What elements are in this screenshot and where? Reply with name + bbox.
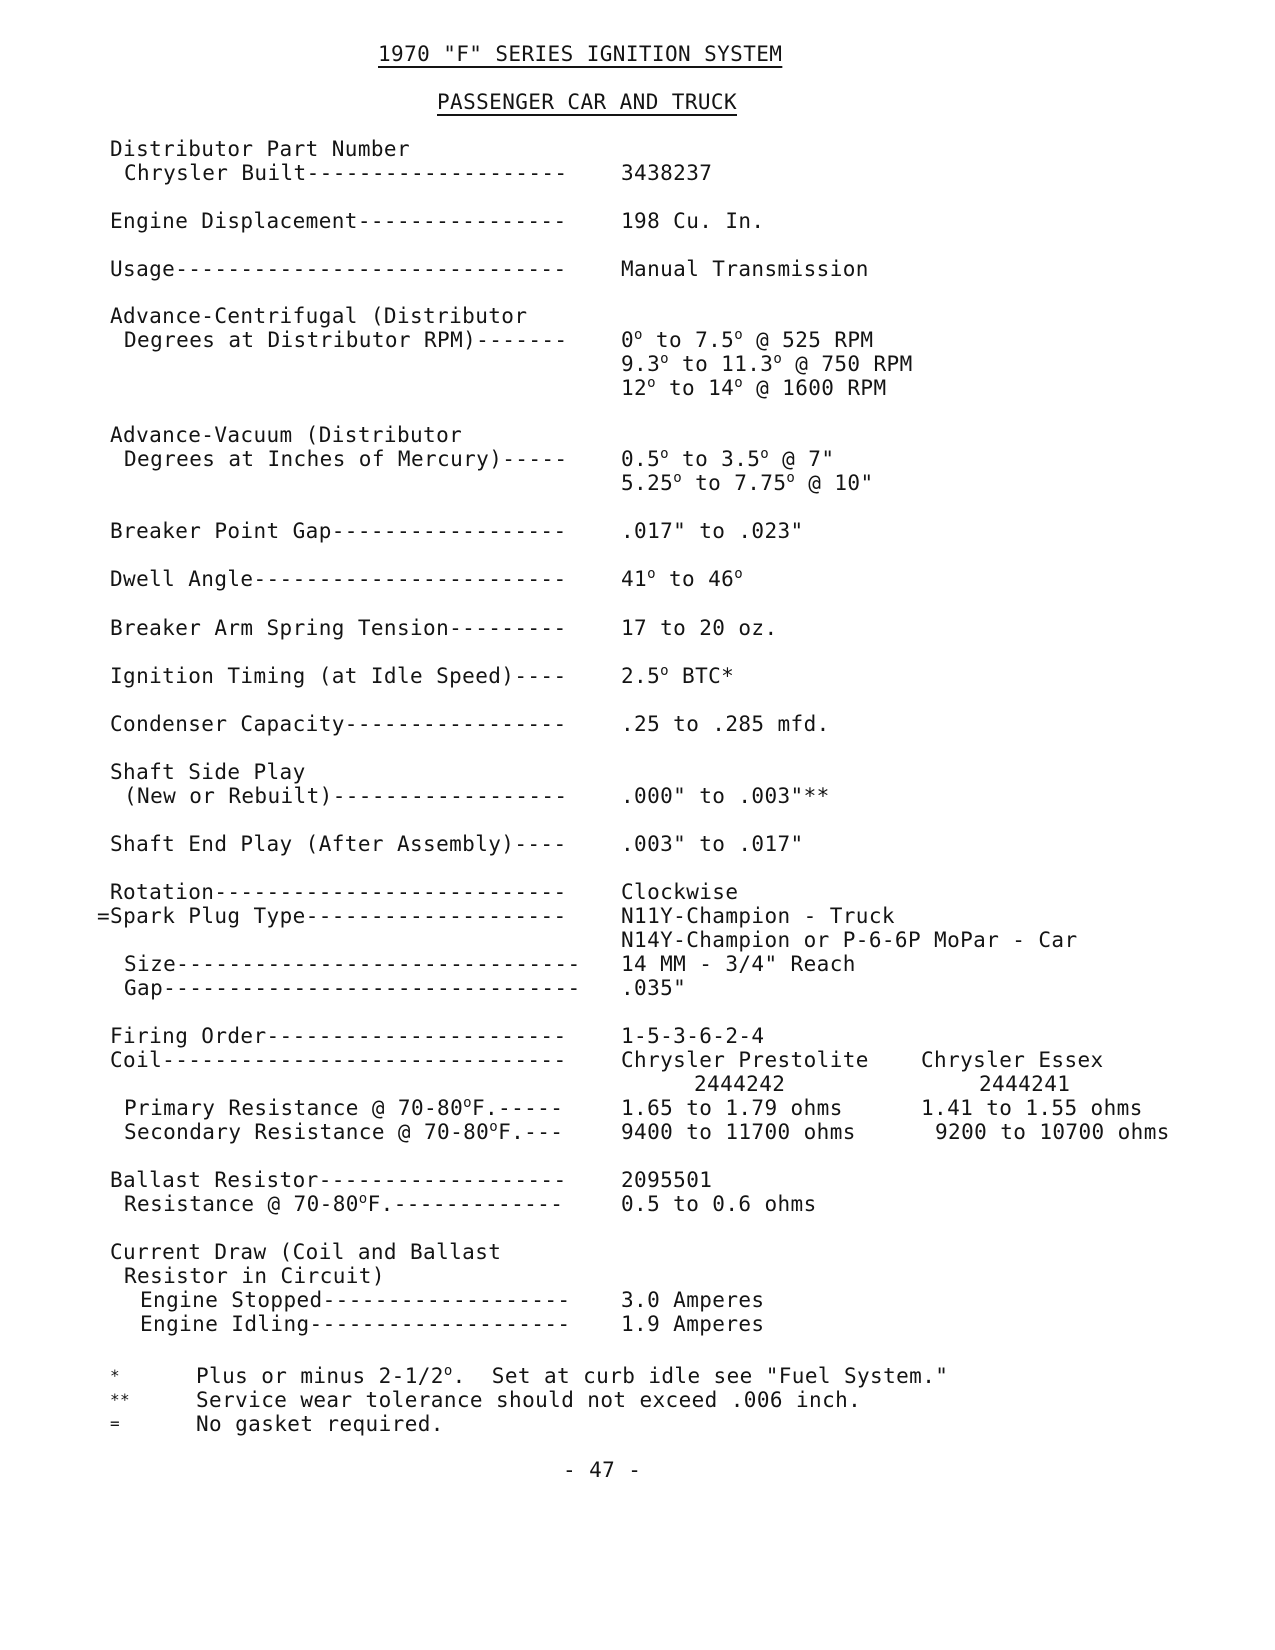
spec-label: Ignition Timing (at Idle Speed)---- — [110, 664, 567, 688]
spec-value: .000" to .003"** — [621, 784, 830, 808]
footnote-text: Plus or minus 2-1/2$^o$. Set at curb idle see "Fuel System." — [196, 1363, 949, 1388]
spec-label: Shaft Side Play — [110, 760, 306, 784]
spec-label: (New or Rebuilt)------------------ — [124, 784, 568, 808]
spec-value: N14Y-Champion or P-6-6P MoPar - Car — [621, 928, 1078, 952]
spec-value: .035" — [621, 976, 687, 1000]
spec-label: Degrees at Inches of Mercury)----- — [124, 447, 568, 471]
spec-value: 1.41 to 1.55 ohms — [921, 1096, 1143, 1120]
spec-value: 9200 to 10700 ohms — [935, 1120, 1170, 1144]
footnote-text: No gasket required. — [196, 1412, 444, 1436]
footnote-mark: * — [110, 1366, 121, 1385]
spec-label: =Spark Plug Type-------------------- — [97, 904, 567, 928]
spec-label: Current Draw (Coil and Ballast — [110, 1240, 502, 1264]
spec-label: Shaft End Play (After Assembly)---- — [110, 832, 567, 856]
spec-label: Distributor Part Number — [110, 137, 410, 161]
spec-label: Engine Idling-------------------- — [140, 1312, 571, 1336]
spec-label: Gap-------------------------------- — [124, 976, 581, 1000]
page-number: - 47 - — [563, 1458, 642, 1482]
spec-value: 3.0 Amperes — [621, 1288, 765, 1312]
spec-label: Dwell Angle------------------------ — [110, 567, 567, 591]
footnote-mark: = — [110, 1414, 121, 1433]
spec-label: Condenser Capacity----------------- — [110, 712, 567, 736]
spec-label: Engine Displacement---------------- — [110, 209, 567, 233]
spec-value: 12$^o$ to 14$^o$ @ 1600 RPM — [621, 375, 887, 400]
spec-value: 14 MM - 3/4" Reach — [621, 952, 856, 976]
spec-value: 1-5-3-6-2-4 — [621, 1024, 765, 1048]
spec-label: Resistor in Circuit) — [124, 1264, 385, 1288]
spec-label: Primary Resistance @ 70-80$^o$F.----- — [124, 1095, 564, 1120]
spec-value: 1.65 to 1.79 ohms — [621, 1096, 843, 1120]
spec-value: 9400 to 11700 ohms — [621, 1120, 856, 1144]
spec-label: Advance-Vacuum (Distributor — [110, 423, 463, 447]
spec-value: Manual Transmission — [621, 257, 869, 281]
spec-label: Coil------------------------------- — [110, 1048, 567, 1072]
page-subtitle: PASSENGER CAR AND TRUCK — [437, 90, 737, 114]
spec-value: .017" to .023" — [621, 519, 804, 543]
page-title: 1970 "F" SERIES IGNITION SYSTEM — [378, 42, 783, 66]
spec-label: Breaker Arm Spring Tension--------- — [110, 616, 567, 640]
footnote-mark: ** — [110, 1390, 131, 1409]
coil-prestolite: Chrysler Prestolite — [621, 1048, 869, 1072]
spec-value: 41$^o$ to 46$^o$ — [621, 566, 744, 591]
spec-value: 5.25$^o$ to 7.75$^o$ @ 10" — [621, 470, 874, 495]
spec-label: Resistance @ 70-80$^o$F.------------- — [124, 1191, 564, 1216]
spec-value: Clockwise — [621, 880, 739, 904]
spec-label: Rotation--------------------------- — [110, 880, 567, 904]
spec-value: 0.5 to 0.6 ohms — [621, 1192, 817, 1216]
spec-value: 17 to 20 oz. — [621, 616, 778, 640]
spec-label: Ballast Resistor------------------- — [110, 1168, 567, 1192]
spec-value: 198 Cu. In. — [621, 209, 765, 233]
spec-label: Size------------------------------- — [124, 952, 581, 976]
spec-value: 0$^o$ to 7.5$^o$ @ 525 RPM — [621, 327, 874, 352]
coil-prestolite-part: 2444242 — [694, 1072, 786, 1096]
spec-value: 2.5$^o$ BTC* — [621, 663, 735, 688]
spec-value: 9.3$^o$ to 11.3$^o$ @ 750 RPM — [621, 351, 913, 376]
spec-value: N11Y-Champion - Truck — [621, 904, 895, 928]
spec-label: Chrysler Built-------------------- — [124, 161, 568, 185]
spec-value: 1.9 Amperes — [621, 1312, 765, 1336]
spec-label: Usage------------------------------ — [110, 257, 567, 281]
coil-essex-part: 2444241 — [979, 1072, 1071, 1096]
spec-label: Advance-Centrifugal (Distributor — [110, 304, 528, 328]
footnote-text: Service wear tolerance should not exceed .006 inch. — [196, 1388, 862, 1412]
spec-label: Secondary Resistance @ 70-80$^o$F.--- — [124, 1119, 564, 1144]
coil-essex: Chrysler Essex — [921, 1048, 1104, 1072]
spec-value: 0.5$^o$ to 3.5$^o$ @ 7" — [621, 446, 835, 471]
spec-value: 3438237 — [621, 161, 713, 185]
spec-label: Firing Order----------------------- — [110, 1024, 567, 1048]
spec-value: 2095501 — [621, 1168, 713, 1192]
spec-value: .003" to .017" — [621, 832, 804, 856]
spec-label: Breaker Point Gap------------------ — [110, 519, 567, 543]
spec-label: Degrees at Distributor RPM)------- — [124, 328, 568, 352]
spec-label: Engine Stopped------------------- — [140, 1288, 571, 1312]
spec-value: .25 to .285 mfd. — [621, 712, 830, 736]
